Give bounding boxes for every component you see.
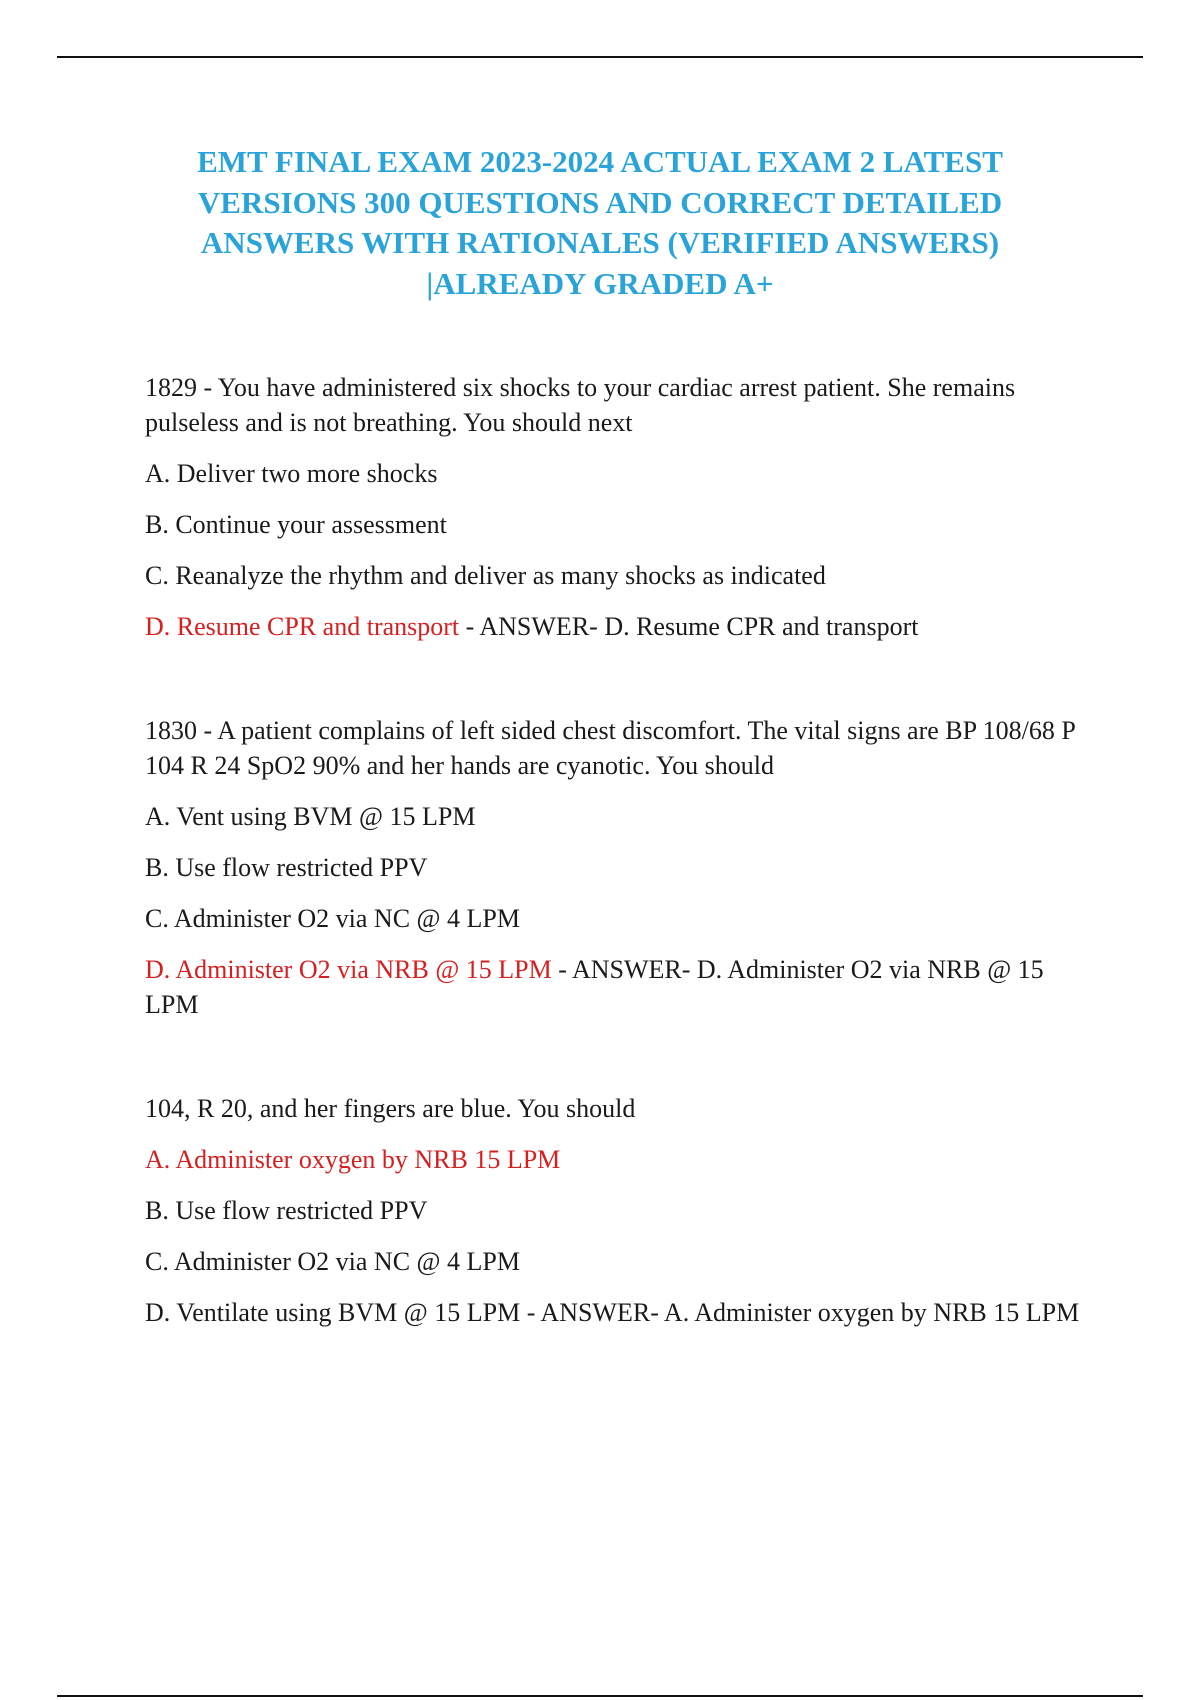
question-stem: 1829 - You have administered six shocks to your cardiac arrest patient. She remains pulseless and is not breathing. You should next [145,373,1016,437]
option-c: C. Administer O2 via NC @ 4 LPM [145,904,520,933]
title-line: EMT FINAL EXAM 2023-2024 ACTUAL EXAM 2 LATEST [197,144,1003,179]
document-title [150,142,1050,304]
title-line: VERSIONS 300 QUESTIONS AND CORRECT DETAILED [197,184,1003,220]
correct-option: D. Administer O2 via NRB @ 15 LPM [145,955,552,984]
option-a: A. Deliver two more shocks [145,459,438,488]
option-a: A. Vent using BVM @ 15 LPM [145,802,476,831]
option-d-answer-line: D. Ventilate using BVM @ 15 LPM - ANSWER- A. Administer oxygen by NRB 15 LPM [145,1298,1080,1327]
option-b: B. Use flow restricted PPV [145,1196,428,1225]
answer-text: - ANSWER- D. Resume CPR and transport [459,612,919,641]
title-line: |ALREADY GRADED A+ [426,265,774,301]
option-d-answer-line [145,609,1085,644]
option-c: C. Reanalyze the rhythm and deliver as many shocks as indicated [145,561,826,590]
question-1829 [145,370,1085,644]
option-d-answer-line [145,952,1085,1022]
question-stem: 1830 - A patient complains of left sided chest discomfort. The vital signs are BP 108/68 P 104 R 24 SpO2 90% and her hands are cyanotic. You should [145,716,1075,780]
bottom-rule [57,1695,1143,1697]
question-1830 [145,713,1085,1022]
top-rule [57,56,1143,58]
answer-text: - ANSWER- D. Administer O2 via NRB @ 15 LPM [145,955,1044,1019]
question-stem: 104, R 20, and her fingers are blue. You should [145,1094,636,1123]
option-b: B. Continue your assessment [145,510,447,539]
question-fragment [145,1091,1085,1330]
correct-option: D. Resume CPR and transport [145,612,460,641]
option-c: C. Administer O2 via NC @ 4 LPM [145,1247,520,1276]
option-b: B. Use flow restricted PPV [145,853,428,882]
title-line: ANSWERS WITH RATIONALES (VERIFIED ANSWERS) [200,225,1000,260]
correct-option: A. Administer oxygen by NRB 15 LPM [145,1145,561,1174]
